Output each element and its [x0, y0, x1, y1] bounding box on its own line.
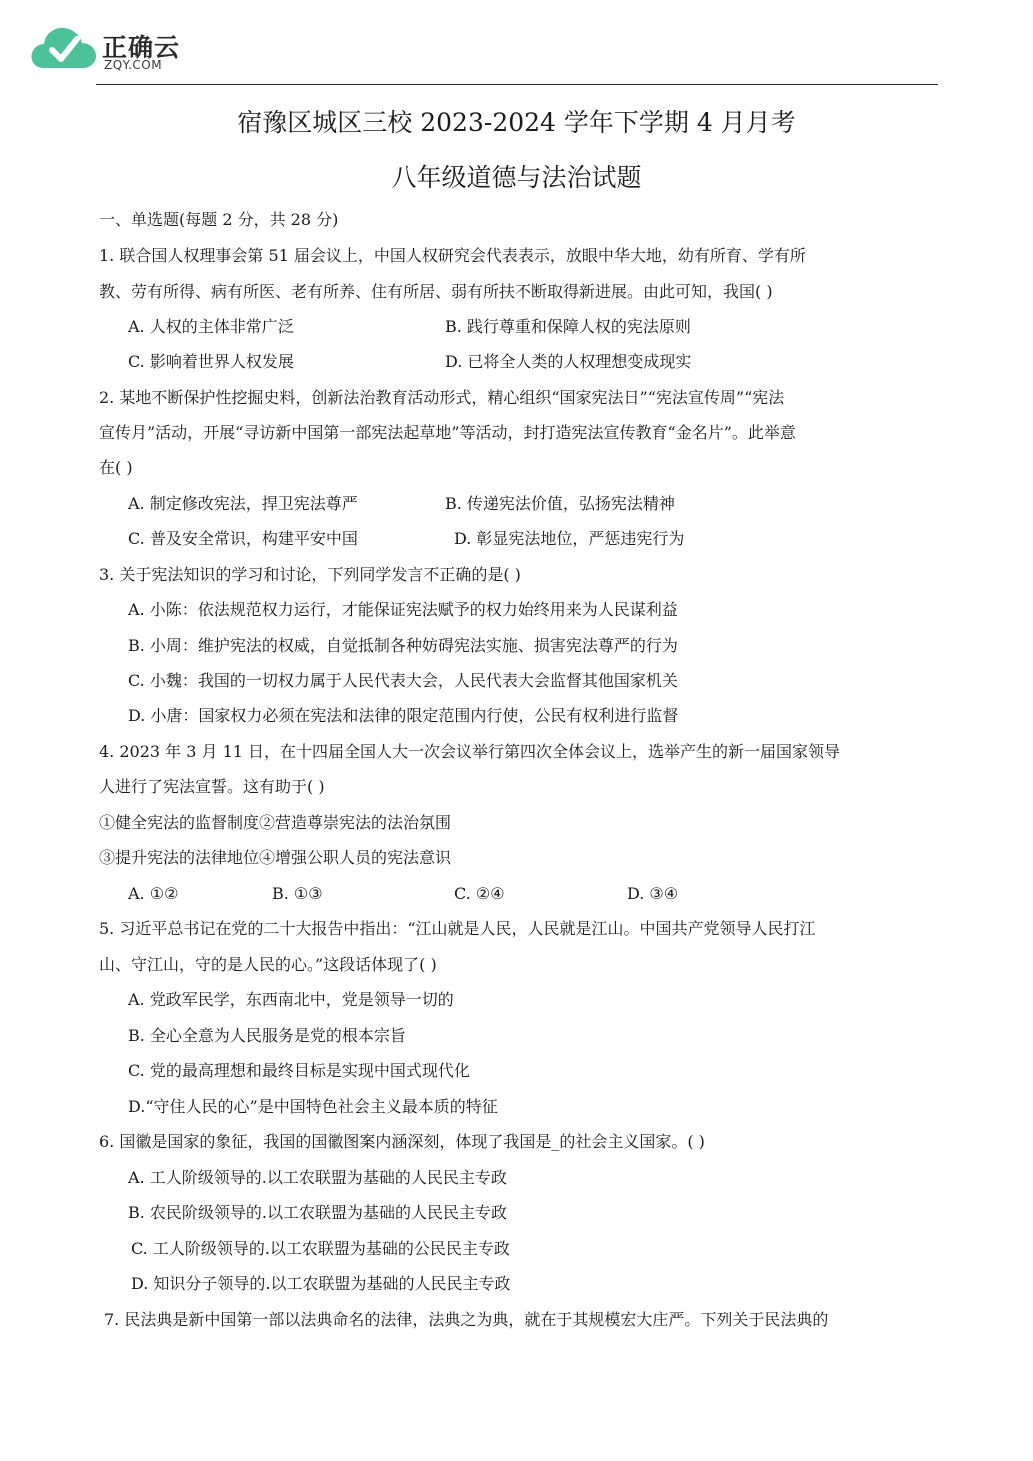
- question-4-option-c: C. ②④: [454, 884, 505, 903]
- question-1-line-1: 1. 联合国人权理事会第 51 届会议上，中国人权研究会代表表示，放眼中华大地，幼有所育、学有所: [99, 246, 806, 265]
- cloud-check-icon: [30, 22, 98, 72]
- question-5-option-b: B. 全心全意为人民服务是党的根本宗旨: [128, 1026, 406, 1045]
- section-heading: 一、单选题(每题 2 分，共 28 分): [99, 210, 339, 229]
- question-3-option-b: B. 小周：维护宪法的权威，自觉抵制各种妨碍宪法实施、损害宪法尊严的行为: [128, 636, 678, 655]
- brand-name: 正确云: [102, 33, 181, 62]
- question-6-option-a: A. 工人阶级领导的.以工农联盟为基础的人民民主专政: [128, 1168, 507, 1187]
- question-1-option-c: C. 影响着世界人权发展: [128, 352, 294, 371]
- question-2-option-d: D. 彰显宪法地位，严惩违宪行为: [454, 529, 685, 548]
- question-5-option-c: C. 党的最高理想和最终目标是实现中国式现代化: [128, 1061, 470, 1080]
- question-2-option-a: A. 制定修改宪法，捍卫宪法尊严: [128, 494, 358, 513]
- question-4-line-3: ①健全宪法的监督制度②营造尊崇宪法的法治氛围: [99, 813, 452, 832]
- question-2-option-b: B. 传递宪法价值，弘扬宪法精神: [445, 494, 675, 513]
- brand-url: ZQY.COM: [104, 58, 163, 72]
- question-1-line-2: 教、劳有所得、病有所医、老有所养、住有所居、弱有所扶不断取得新进展。由此可知，我国( ): [99, 282, 773, 301]
- question-4-line-1: 4. 2023 年 3 月 11 日，在十四届全国人大一次会议举行第四次全体会议上，选举产生的新一届国家领导: [99, 742, 841, 761]
- question-6-line-1: 6. 国徽是国家的象征，我国的国徽图案内涵深刻，体现了我国是_的社会主义国家。( ): [99, 1132, 705, 1151]
- question-4-option-d: D. ③④: [627, 884, 679, 903]
- question-1-option-a: A. 人权的主体非常广泛: [128, 317, 294, 336]
- question-7-line-1: 7. 民法典是新中国第一部以法典命名的法律，法典之为典，就在于其规模宏大庄严。下列关于民法典的: [104, 1310, 829, 1329]
- brand-header: [30, 22, 330, 78]
- question-4-line-2: 人进行了宪法宣誓。这有助于( ): [99, 777, 325, 796]
- question-3-option-a: A. 小陈：依法规范权力运行，才能保证宪法赋予的权力始终用来为人民谋利益: [128, 600, 678, 619]
- question-6-option-c: C. 工人阶级领导的.以工农联盟为基础的公民民主专政: [131, 1239, 510, 1258]
- exam-subtitle: 八年级道德与法治试题: [391, 163, 642, 192]
- question-2-line-3: 在( ): [99, 458, 133, 477]
- question-5-option-a: A. 党政军民学，东西南北中，党是领导一切的: [128, 990, 454, 1009]
- question-3-option-c: C. 小魏：我国的一切权力属于人民代表大会，人民代表大会监督其他国家机关: [128, 671, 678, 690]
- question-6-option-b: B. 农民阶级领导的.以工农联盟为基础的人民民主专政: [128, 1203, 508, 1222]
- exam-title: 宿豫区城区三校 2023-2024 学年下学期 4 月月考: [237, 108, 796, 137]
- question-5-option-d: D.“守住人民的心”是中国特色社会主义最本质的特征: [128, 1097, 498, 1116]
- question-6-option-d: D. 知识分子领导的.以工农联盟为基础的人民民主专政: [131, 1274, 511, 1293]
- question-5-line-1: 5. 习近平总书记在党的二十大报告中指出：“江山就是人民，人民就是江山。中国共产党领导人民打江: [99, 919, 816, 938]
- question-5-line-2: 山、守江山，守的是人民的心。”这段话体现了( ): [99, 955, 437, 974]
- question-2-line-2: 宣传月”活动，开展“寻访新中国第一部宪法起草地”等活动，封打造宪法宣传教育“金名片”。此举意: [99, 423, 796, 442]
- question-1-option-d: D. 已将全人类的人权理想变成现实: [445, 352, 692, 371]
- question-2-option-c: C. 普及安全常识，构建平安中国: [128, 529, 358, 548]
- question-4-option-b: B. ①③: [272, 884, 323, 903]
- question-4-line-4: ③提升宪法的法律地位④增强公职人员的宪法意识: [99, 848, 452, 867]
- header-divider: [96, 84, 938, 85]
- question-4-option-a: A. ①②: [128, 884, 179, 903]
- question-3-line-1: 3. 关于宪法知识的学习和讨论，下列同学发言不正确的是( ): [99, 565, 521, 584]
- question-1-option-b: B. 践行尊重和保障人权的宪法原则: [445, 317, 691, 336]
- question-2-line-1: 2. 某地不断保护性挖掘史料，创新法治教育活动形式，精心组织“国家宪法日”“宪法宣传周”“宪法: [99, 388, 785, 407]
- question-3-option-d: D. 小唐：国家权力必须在宪法和法律的限定范围内行使，公民有权利进行监督: [128, 706, 679, 725]
